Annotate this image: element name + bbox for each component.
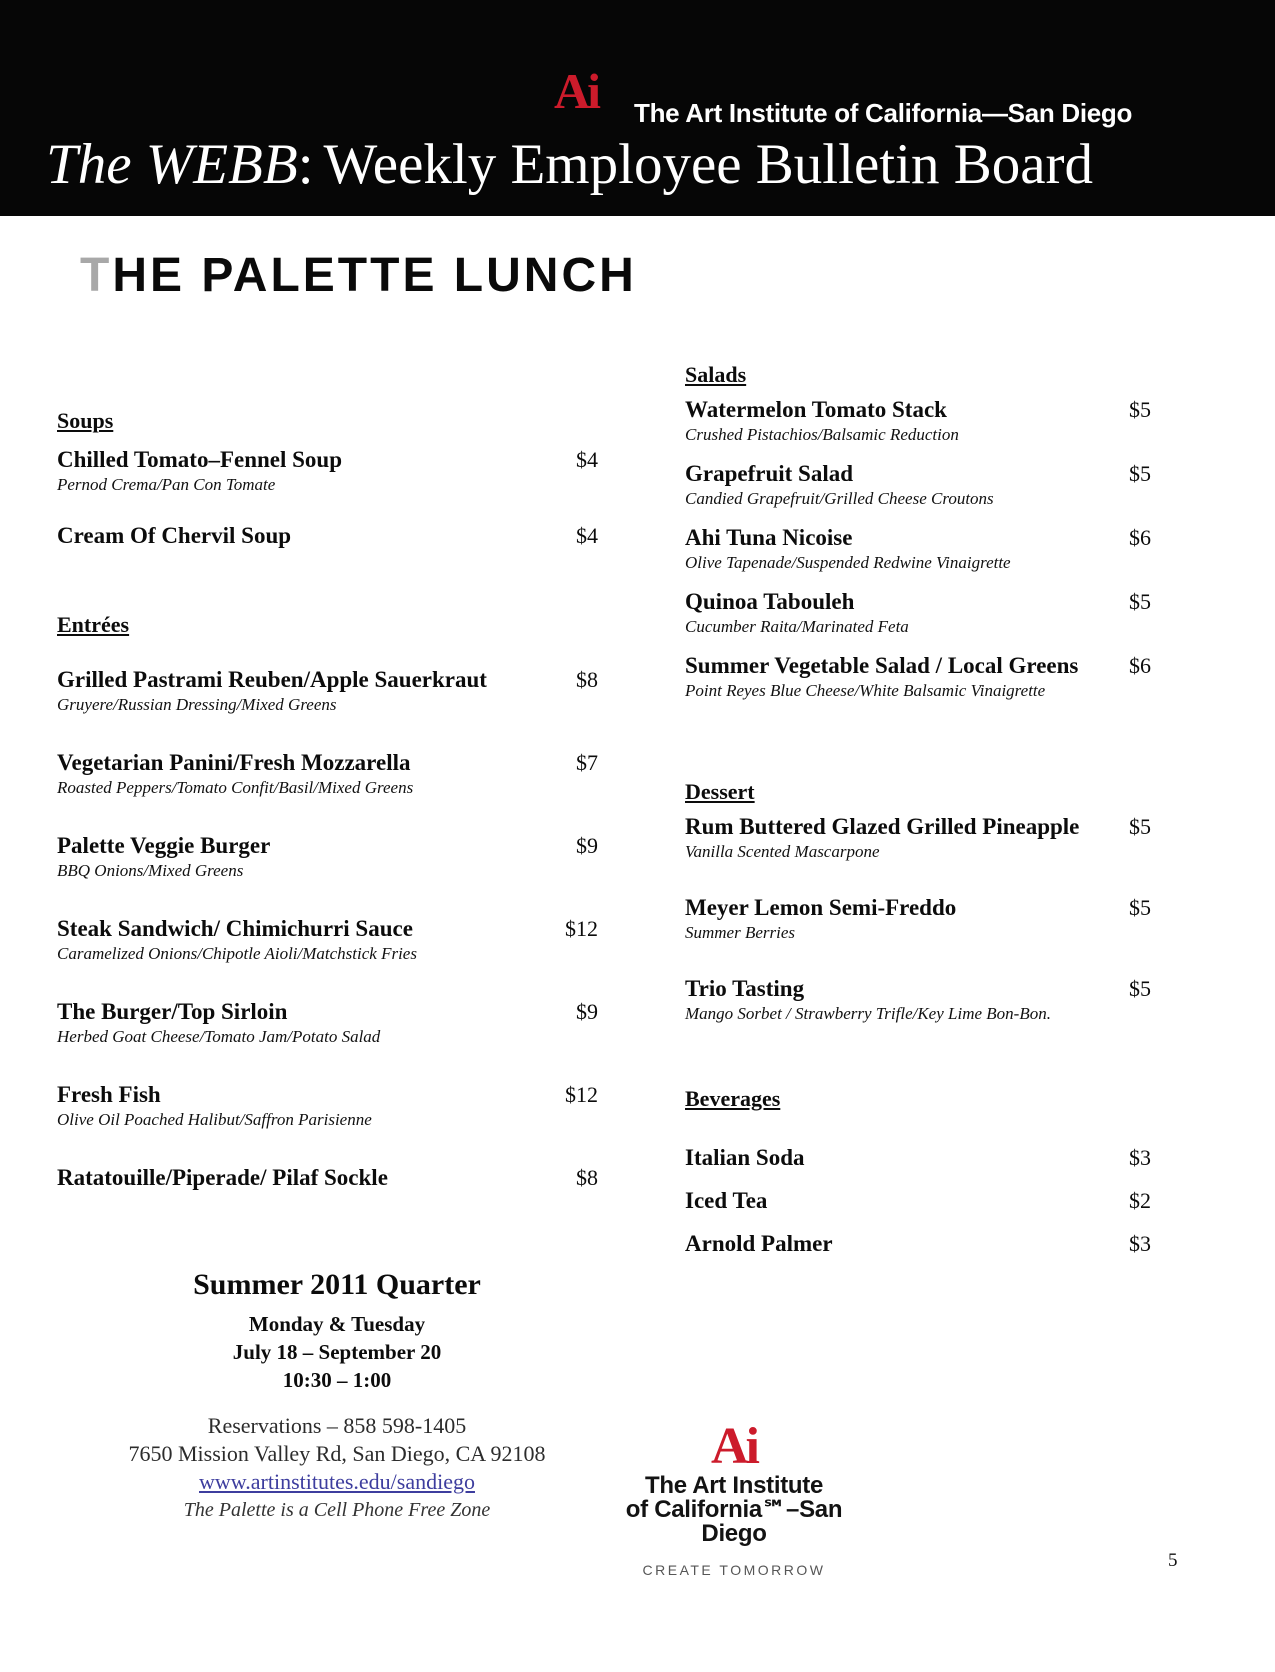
item-name: Italian Soda (685, 1145, 805, 1170)
item-price: $5 (1129, 589, 1151, 614)
item-name: Rum Buttered Glazed Grilled Pineapple (685, 814, 1080, 839)
service-dates: July 18 – September 20 (232, 1340, 442, 1364)
item-price: $5 (1129, 461, 1151, 486)
ai-logo: Ai (554, 63, 598, 119)
menu-item (685, 813, 1151, 863)
item-price: $5 (1129, 397, 1151, 422)
item-price: $8 (576, 1165, 598, 1190)
item-price: $6 (1129, 653, 1151, 678)
item-price: $6 (1129, 525, 1151, 550)
item-name: Trio Tasting (685, 976, 805, 1001)
menu-item (57, 666, 598, 716)
menu-item (57, 832, 598, 882)
item-name: Palette Veggie Burger (57, 833, 271, 858)
institute-logo-block (593, 1420, 875, 1578)
service-hours: 10:30 – 1:00 (282, 1368, 392, 1392)
ai-logo: Ai (711, 1418, 757, 1475)
item-description: Crushed Pistachios/Balsamic Reduction (685, 425, 959, 444)
menu-item (685, 588, 1151, 638)
item-description: Pernod Crema/Pan Con Tomate (57, 475, 276, 494)
item-name: Meyer Lemon Semi-Freddo (685, 895, 957, 920)
quarter-title: Summer 2011 Quarter (193, 1268, 481, 1301)
item-price: $4 (576, 447, 598, 472)
newsletter-title-subtitle: Weekly Employee Bulletin Board (323, 133, 1094, 196)
menu-item (57, 749, 598, 799)
item-description: Mango Sorbet / Strawberry Trifle/Key Lime Bon-Bon. (685, 1004, 1051, 1023)
menu-item (57, 1164, 598, 1192)
newsletter-title (46, 134, 1266, 197)
page-title-rest: HE PALETTE LUNCH (112, 249, 637, 302)
menu-item (685, 1187, 1151, 1215)
menu-section-dessert (685, 779, 1151, 1056)
website-link-row (57, 1468, 617, 1496)
page-title-initial: T (80, 249, 113, 302)
section-heading-entrees: Entrées (57, 612, 130, 637)
institute-name: The Art Institute of California—San Diego (634, 98, 1133, 128)
institute-logo-line2: of California℠–San Diego (625, 1496, 843, 1547)
menu-item (685, 460, 1151, 510)
menu-section-entrees (57, 612, 598, 1225)
item-name: Iced Tea (685, 1188, 768, 1213)
item-description: BBQ Onions/Mixed Greens (57, 861, 244, 880)
street-address: 7650 Mission Valley Rd, San Diego, CA 92108 (128, 1441, 546, 1466)
menu-section-beverages (685, 1086, 1151, 1273)
item-name: Chilled Tomato–Fennel Soup (57, 447, 343, 472)
item-price: $12 (565, 916, 598, 941)
newsletter-title-colon: : (297, 133, 314, 196)
menu-item (685, 1230, 1151, 1258)
item-description: Caramelized Onions/Chipotle Aioli/Matchstick Fries (57, 944, 417, 963)
item-price: $2 (1129, 1188, 1151, 1213)
section-heading-dessert: Dessert (685, 779, 755, 804)
item-name: Quinoa Tabouleh (685, 589, 855, 614)
institute-logo-line1: The Art Institute (644, 1472, 823, 1499)
item-name: Cream Of Chervil Soup (57, 523, 292, 548)
item-name: The Burger/Top Sirloin (57, 999, 288, 1024)
menu-item (685, 524, 1151, 574)
menu-item (57, 998, 598, 1048)
item-price: $5 (1129, 814, 1151, 839)
item-price: $7 (576, 750, 598, 775)
item-name: Summer Vegetable Salad / Local Greens (685, 653, 1079, 678)
item-price: $9 (576, 999, 598, 1024)
section-heading-salads: Salads (685, 362, 747, 387)
item-name: Ahi Tuna Nicoise (685, 525, 853, 550)
menu-section-salads (685, 362, 1151, 716)
menu-item (685, 1144, 1151, 1172)
menu-item (685, 894, 1151, 944)
item-name: Ratatouille/Piperade/ Pilaf Sockle (57, 1165, 388, 1190)
menu-item (685, 396, 1151, 446)
page-title (80, 248, 637, 303)
header-banner (0, 0, 1275, 216)
item-name: Fresh Fish (57, 1082, 161, 1107)
item-price: $3 (1129, 1145, 1151, 1170)
menu-item (57, 915, 598, 965)
page-number: 5 (1168, 1550, 1178, 1571)
item-name: Grapefruit Salad (685, 461, 854, 486)
website-link[interactable]: www.artinstitutes.edu/sandiego (199, 1469, 475, 1494)
menu-item (57, 446, 598, 496)
reservations-phone: Reservations – 858 598-1405 (207, 1413, 467, 1438)
item-description: Summer Berries (685, 923, 796, 942)
section-heading-beverages: Beverages (685, 1086, 781, 1111)
item-name: Watermelon Tomato Stack (685, 397, 947, 422)
item-price: $3 (1129, 1231, 1151, 1256)
item-price: $4 (576, 523, 598, 548)
item-price: $5 (1129, 976, 1151, 1001)
item-name: Steak Sandwich/ Chimichurri Sauce (57, 916, 413, 941)
newsletter-title-name: The WEBB (46, 133, 298, 196)
item-price: $5 (1129, 895, 1151, 920)
cell-phone-note: The Palette is a Cell Phone Free Zone (183, 1499, 491, 1521)
item-description: Candied Grapefruit/Grilled Cheese Croutons (685, 489, 994, 508)
item-description: Point Reyes Blue Cheese/White Balsamic Vinaigrette (685, 681, 1046, 700)
menu-item (57, 1081, 598, 1131)
item-description: Vanilla Scented Mascarpone (685, 842, 880, 861)
menu-section-soups (57, 408, 598, 576)
item-description: Cucumber Raita/Marinated Feta (685, 617, 909, 636)
item-price: $8 (576, 667, 598, 692)
item-name: Vegetarian Panini/Fresh Mozzarella (57, 750, 411, 775)
institute-tagline: CREATE TOMORROW (642, 1562, 826, 1578)
service-days: Monday & Tuesday (248, 1312, 426, 1336)
menu-item (685, 652, 1151, 702)
item-description: Gruyere/Russian Dressing/Mixed Greens (57, 695, 337, 714)
item-description: Olive Oil Poached Halibut/Saffron Parisienne (57, 1110, 372, 1129)
item-description: Roasted Peppers/Tomato Confit/Basil/Mixed Greens (57, 778, 414, 797)
item-description: Herbed Goat Cheese/Tomato Jam/Potato Salad (57, 1027, 381, 1046)
item-name: Arnold Palmer (685, 1231, 833, 1256)
item-price: $12 (565, 1082, 598, 1107)
section-heading-soups: Soups (57, 408, 114, 433)
menu-item (685, 975, 1151, 1025)
footer-info (57, 1266, 617, 1524)
item-name: Grilled Pastrami Reuben/Apple Sauerkraut (57, 667, 487, 692)
item-price: $9 (576, 833, 598, 858)
item-description: Olive Tapenade/Suspended Redwine Vinaigrette (685, 553, 1011, 572)
menu-item (57, 522, 598, 550)
